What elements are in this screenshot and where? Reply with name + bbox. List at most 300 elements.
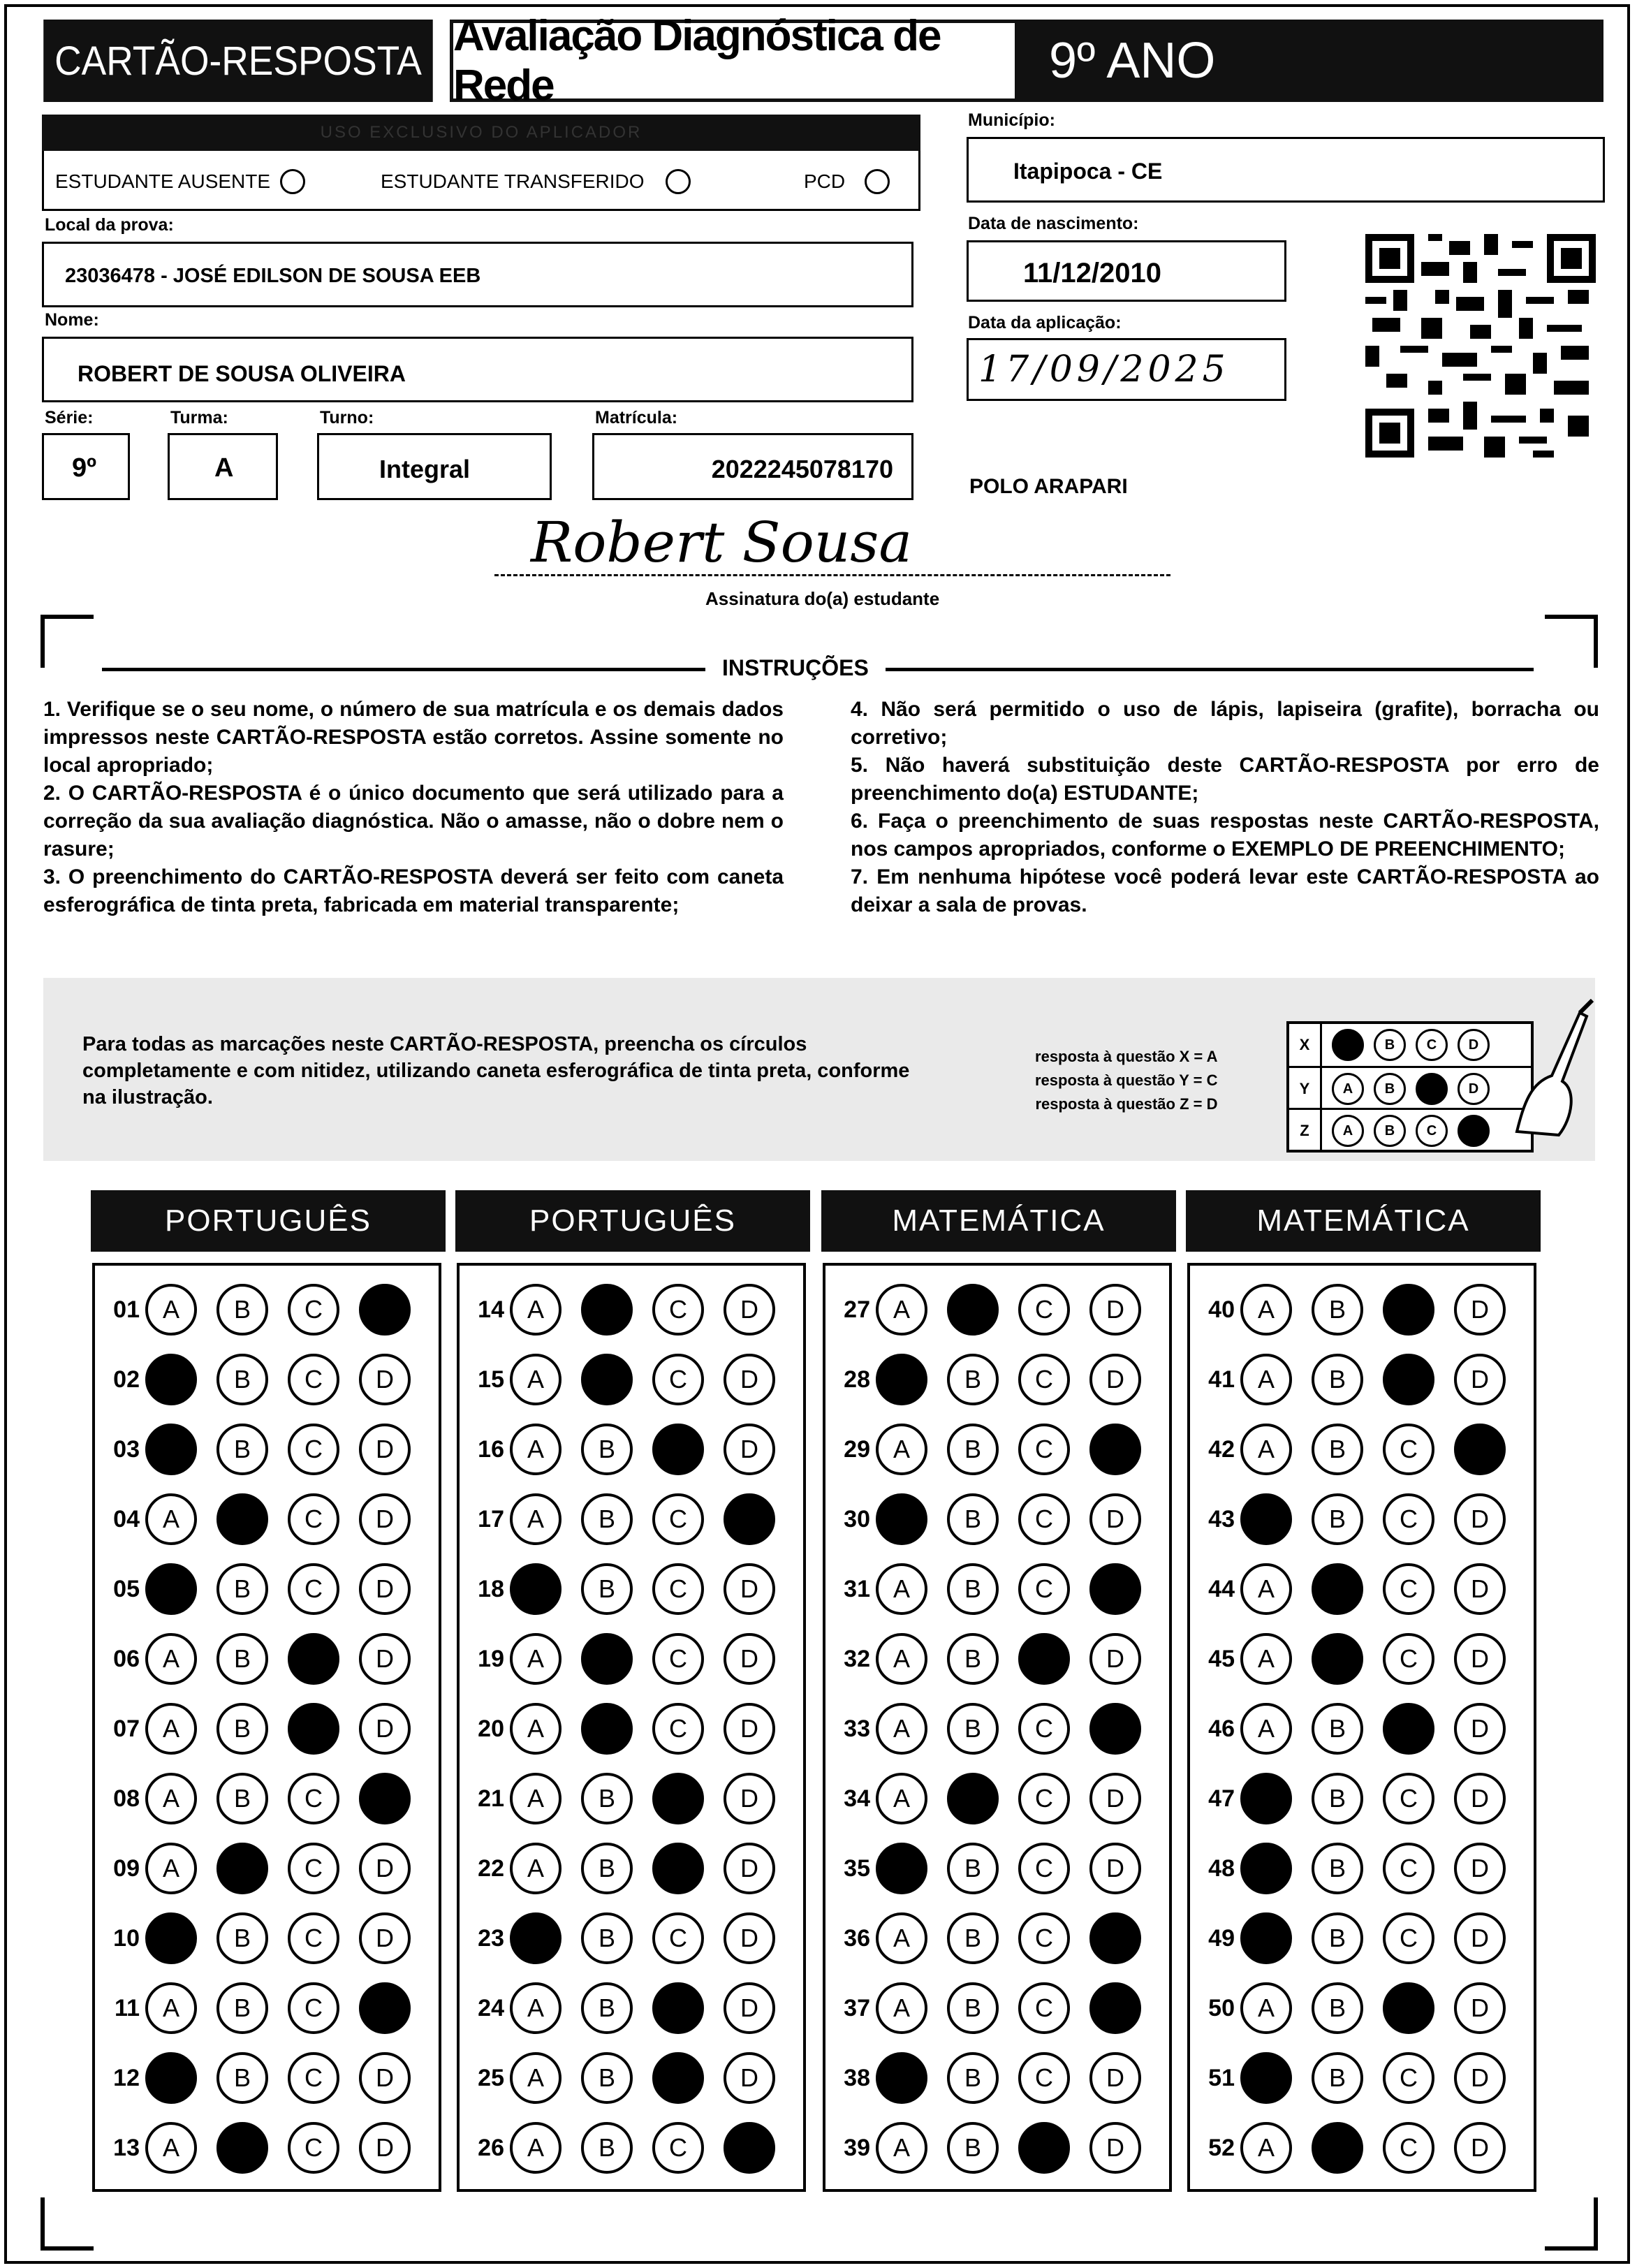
answer-bubble-a[interactable]: A [145,2122,197,2174]
answer-bubble-c[interactable] [1018,2122,1070,2174]
answer-bubble-c[interactable] [652,1424,704,1475]
answer-bubble-c[interactable]: C [288,1354,339,1405]
example-bubble-a: A [1332,1115,1364,1147]
answer-bubble-c[interactable] [288,1703,339,1755]
answer-bubble-a[interactable]: A [1240,1424,1292,1475]
question-number: 03 [113,1435,140,1463]
answer-bubble-d[interactable]: D [724,1354,775,1405]
answer-bubble-c[interactable]: C [1018,1703,1070,1755]
answer-bubble-a[interactable] [510,1912,561,1964]
answer-bubble-b[interactable]: B [1312,1912,1363,1964]
answer-bubble-b[interactable]: B [947,2052,999,2104]
answer-bubble-b[interactable] [216,1493,268,1545]
answer-bubble-c[interactable]: C [652,1493,704,1545]
answer-bubble-b[interactable]: B [581,1773,633,1824]
question-number: 41 [1208,1366,1235,1393]
answer-bubble-a[interactable]: A [876,1633,927,1685]
answer-bubble-d[interactable]: D [724,1912,775,1964]
answer-bubble-d[interactable] [1089,1563,1141,1615]
question-row [1196,1843,1525,1894]
turma-field [168,433,278,500]
answer-bubble-a[interactable]: A [145,1703,197,1755]
answer-bubble-b[interactable]: B [216,1912,268,1964]
answer-bubble-a[interactable]: A [510,1424,561,1475]
answer-bubble-c[interactable]: C [288,1912,339,1964]
answer-bubble-a[interactable] [145,1354,197,1405]
answer-bubble-c[interactable]: C [1018,1284,1070,1336]
answer-bubble-b[interactable]: B [581,2122,633,2174]
answer-bubble-c[interactable]: C [1018,1354,1070,1405]
answer-bubble-a[interactable]: A [510,1354,561,1405]
question-number: 28 [844,1366,870,1393]
answer-bubble-c[interactable]: C [288,1424,339,1475]
nascimento-label: Data de nascimento: [968,214,1139,233]
question-row [831,1284,1161,1336]
aplicacao-value: 17/09/2025 [978,349,1230,390]
answer-bubble-a[interactable]: A [876,1773,927,1824]
answer-bubble-b[interactable]: B [1312,1354,1363,1405]
answer-bubble-d[interactable]: D [1089,1843,1141,1894]
qr-code-icon [1365,234,1596,458]
example-bubble-c: C [1416,1029,1448,1061]
answer-bubble-b[interactable]: B [581,1982,633,2034]
answer-bubble-a[interactable]: A [510,1284,561,1336]
example-bubble-b: B [1374,1029,1406,1061]
status-pcd-radio[interactable] [865,169,890,194]
question-row [101,1633,430,1685]
municipio-label: Município: [968,110,1055,130]
answer-bubble-c[interactable] [1383,1284,1434,1336]
answer-bubble-a[interactable]: A [510,1982,561,2034]
answer-bubble-a[interactable] [145,1424,197,1475]
question-number: 36 [844,1924,870,1952]
answer-bubble-a[interactable]: A [1240,1563,1292,1615]
answer-bubble-a[interactable]: A [145,1633,197,1685]
answer-bubble-d[interactable]: D [1454,1773,1506,1824]
question-row [1196,1354,1525,1405]
answer-bubble-a[interactable] [876,1843,927,1894]
question-number: 33 [844,1715,870,1742]
answer-bubble-b[interactable] [1312,2122,1363,2174]
answer-bubble-c[interactable]: C [1018,1912,1070,1964]
answer-bubble-a[interactable]: A [510,1773,561,1824]
example-row-label: X [1289,1024,1322,1066]
answer-bubble-b[interactable]: B [216,2052,268,2104]
answer-bubble-b[interactable]: B [1312,1284,1363,1336]
signature-label: Assinatura do(a) estudante [705,588,940,609]
answer-bubble-d[interactable] [1089,1424,1141,1475]
answer-bubble-b[interactable] [581,1284,633,1336]
answer-bubble-c[interactable] [1383,1354,1434,1405]
answer-bubble-a[interactable]: A [510,1633,561,1685]
answer-bubble-c[interactable] [1383,1703,1434,1755]
answer-bubble-c[interactable]: C [1383,2122,1434,2174]
answer-bubble-c[interactable]: C [652,1284,704,1336]
answer-bubble-d[interactable] [1089,1703,1141,1755]
answer-bubble-d[interactable]: D [359,1354,411,1405]
local-label: Local da prova: [45,215,174,235]
answer-bubble-b[interactable]: B [216,1982,268,2034]
answer-bubble-b[interactable]: B [581,1563,633,1615]
answer-bubble-a[interactable]: A [1240,1633,1292,1685]
answer-bubble-a[interactable]: A [145,1843,197,1894]
answer-bubble-b[interactable]: B [581,1912,633,1964]
question-row [465,1493,795,1545]
answer-bubble-c[interactable]: C [1018,1773,1070,1824]
answer-bubble-a[interactable] [1240,1843,1292,1894]
corner-marker-top-left [41,615,94,668]
polo-text: POLO ARAPARI [969,475,1128,498]
question-row [101,1773,430,1824]
answer-bubble-a[interactable] [510,1563,561,1615]
answer-bubble-a[interactable] [145,1912,197,1964]
answer-bubble-b[interactable]: B [947,1493,999,1545]
turma-label: Turma: [170,408,228,427]
answer-bubble-c[interactable] [652,1773,704,1824]
answer-bubble-b[interactable] [581,1354,633,1405]
answer-bubble-b[interactable] [947,1284,999,1336]
answer-bubble-d[interactable] [724,2122,775,2174]
municipio-field [967,137,1605,203]
answer-bubble-d[interactable]: D [1089,1354,1141,1405]
aplicacao-field[interactable] [967,338,1286,401]
turno-field [317,433,552,500]
question-row [465,1843,795,1894]
answer-bubble-c[interactable]: C [1383,2052,1434,2104]
answer-bubble-b[interactable]: B [1312,1982,1363,2034]
answer-bubble-a[interactable]: A [145,1284,197,1336]
answer-bubble-c[interactable]: C [652,1703,704,1755]
answer-bubble-b[interactable]: B [216,1773,268,1824]
example-row-z [1289,1108,1531,1152]
question-row [1196,1633,1525,1685]
answer-bubble-a[interactable]: A [510,1703,561,1755]
answer-bubble-b[interactable]: B [1312,2052,1363,2104]
serie-value: 9º [72,453,97,483]
answer-bubble-b[interactable] [947,1773,999,1824]
answer-bubble-a[interactable]: A [145,1493,197,1545]
answer-bubble-d[interactable]: D [359,1912,411,1964]
answer-bubble-a[interactable]: A [876,1912,927,1964]
answer-bubble-b[interactable] [1312,1633,1363,1685]
answer-bubble-a[interactable]: A [876,1982,927,2034]
answer-bubble-d[interactable]: D [1454,1703,1506,1755]
answer-bubble-b[interactable] [581,1703,633,1755]
answer-bubble-d[interactable] [359,1773,411,1824]
answer-bubble-c[interactable]: C [288,1773,339,1824]
question-row [831,1633,1161,1685]
answer-bubble-d[interactable] [359,1982,411,2034]
instructions-title: INSTRUÇÕES [705,655,886,681]
answer-bubble-a[interactable]: A [876,1424,927,1475]
answer-bubble-d[interactable]: D [1089,1284,1141,1336]
answer-bubble-d[interactable]: D [1454,1982,1506,2034]
answer-bubble-c[interactable]: C [1018,1563,1070,1615]
answer-bubble-d[interactable]: D [1454,1912,1506,1964]
question-number: 26 [478,2134,504,2161]
answer-bubble-b[interactable]: B [581,1843,633,1894]
question-row [101,1563,430,1615]
answer-bubble-b[interactable] [1312,1563,1363,1615]
signature-handwriting: Robert Sousa [531,510,913,575]
answer-bubble-b[interactable]: B [581,2052,633,2104]
answer-bubble-c[interactable]: C [1383,1563,1434,1615]
question-number: 47 [1208,1785,1235,1812]
answer-bubble-c[interactable]: C [652,1354,704,1405]
answer-bubble-d[interactable]: D [1454,1563,1506,1615]
question-row [465,1773,795,1824]
question-number: 17 [478,1505,504,1532]
nome-label: Nome: [45,310,99,330]
answer-bubble-d[interactable] [724,1493,775,1545]
question-row [1196,1982,1525,2034]
answer-bubble-b[interactable]: B [947,1843,999,1894]
answer-bubble-b[interactable]: B [947,1982,999,2034]
answer-bubble-d[interactable]: D [724,1633,775,1685]
answer-bubble-c[interactable]: C [288,2122,339,2174]
answer-bubble-c[interactable]: C [1018,2052,1070,2104]
answer-bubble-d[interactable]: D [724,1843,775,1894]
example-bubble-d: D [1458,1029,1490,1061]
answer-bubble-d[interactable]: D [1454,1633,1506,1685]
answer-bubble-a[interactable] [145,2052,197,2104]
question-number: 08 [113,1785,140,1812]
example-bubble-a: A [1332,1073,1364,1105]
answer-bubble-b[interactable] [216,2122,268,2174]
answer-bubble-d[interactable]: D [1089,1773,1141,1824]
answer-bubble-d[interactable]: D [1089,2122,1141,2174]
answer-bubble-b[interactable]: B [947,1912,999,1964]
answer-bubble-c[interactable]: C [1383,1912,1434,1964]
subject-header: MATEMÁTICA [821,1190,1176,1252]
signature-line [494,574,1170,576]
answer-bubble-a[interactable]: A [1240,1982,1292,2034]
answer-bubble-c[interactable] [652,1843,704,1894]
answer-bubble-c[interactable] [1383,1982,1434,2034]
answer-bubble-b[interactable]: B [947,1633,999,1685]
question-number: 34 [844,1785,870,1812]
question-row [1196,1493,1525,1545]
answer-bubble-d[interactable]: D [1454,1843,1506,1894]
answer-bubble-d[interactable]: D [359,1703,411,1755]
answer-bubble-a[interactable]: A [1240,1354,1292,1405]
status-absent-radio[interactable] [280,169,305,194]
answer-bubble-d[interactable]: D [359,1493,411,1545]
answer-bubble-a[interactable] [1240,2052,1292,2104]
answer-bubble-d[interactable]: D [1454,2052,1506,2104]
answer-bubble-b[interactable]: B [947,2122,999,2174]
question-row [831,1424,1161,1475]
answer-bubble-c[interactable]: C [652,1633,704,1685]
answer-bubble-c[interactable]: C [1383,1843,1434,1894]
status-transferred-radio[interactable] [666,169,691,194]
answer-bubble-c[interactable]: C [288,1563,339,1615]
answer-bubble-c[interactable]: C [288,1284,339,1336]
answer-bubble-a[interactable]: A [876,1703,927,1755]
question-number: 02 [113,1366,140,1393]
answer-bubble-d[interactable]: D [359,1424,411,1475]
answer-bubble-c[interactable]: C [1383,1773,1434,1824]
answer-bubble-b[interactable]: B [1312,1703,1363,1755]
answer-bubble-c[interactable]: C [1018,1843,1070,1894]
answer-bubble-a[interactable]: A [510,1843,561,1894]
answer-bubble-a[interactable]: A [1240,1284,1292,1336]
answer-bubble-b[interactable] [581,1633,633,1685]
answer-bubble-b[interactable]: B [216,1284,268,1336]
answer-bubble-d[interactable]: D [1454,1354,1506,1405]
example-legend [1035,1045,1217,1116]
question-number: 52 [1208,2134,1235,2161]
answer-bubble-d[interactable]: D [1454,1493,1506,1545]
question-number: 14 [478,1296,504,1323]
answer-bubble-c[interactable]: C [1383,1424,1434,1475]
answer-bubble-b[interactable]: B [581,1493,633,1545]
question-number: 29 [844,1435,870,1463]
answer-bubble-c[interactable]: C [652,1563,704,1615]
answer-bubble-b[interactable]: B [1312,1424,1363,1475]
answer-bubble-d[interactable]: D [724,1284,775,1336]
answer-bubble-d[interactable]: D [1089,1633,1141,1685]
answer-bubble-b[interactable]: B [216,1424,268,1475]
nome-value: ROBERT DE SOUSA OLIVEIRA [78,361,406,386]
question-number: 38 [844,2064,870,2091]
answer-bubble-b[interactable] [216,1843,268,1894]
answer-bubble-a[interactable]: A [145,1773,197,1824]
answer-bubble-c[interactable]: C [652,2122,704,2174]
answer-bubble-d[interactable]: D [359,1563,411,1615]
answer-bubble-d[interactable]: D [1089,2052,1141,2104]
answer-bubble-a[interactable]: A [145,1982,197,2034]
answer-bubble-a[interactable] [1240,1912,1292,1964]
answer-bubble-a[interactable]: A [1240,2122,1292,2174]
question-number: 37 [844,1994,870,2021]
status-absent-label: ESTUDANTE AUSENTE [55,170,271,192]
answer-bubble-c[interactable]: C [652,1912,704,1964]
example-legend-y: resposta à questão Y = C [1035,1071,1218,1089]
answer-bubble-d[interactable] [1089,1982,1141,2034]
question-number: 30 [844,1505,870,1532]
question-row [831,1843,1161,1894]
answer-bubble-d[interactable]: D [359,2052,411,2104]
subject-header: PORTUGUÊS [455,1190,810,1252]
question-row [831,1354,1161,1405]
answer-bubble-c[interactable] [652,1982,704,2034]
answer-bubble-d[interactable]: D [724,1424,775,1475]
answer-bubble-a[interactable] [1240,1773,1292,1824]
answer-bubble-b[interactable]: B [947,1563,999,1615]
answer-bubble-a[interactable]: A [510,1493,561,1545]
answer-bubble-a[interactable] [876,2052,927,2104]
answer-bubble-c[interactable]: C [288,1982,339,2034]
answer-bubble-c[interactable]: C [288,1493,339,1545]
grade-title: 9º ANO [1018,20,1603,102]
local-field [42,242,913,307]
answer-bubble-d[interactable]: D [1454,2122,1506,2174]
question-number: 44 [1208,1575,1235,1602]
answer-bubble-a[interactable] [145,1563,197,1615]
answer-bubble-b[interactable]: B [216,1703,268,1755]
answer-bubble-b[interactable]: B [216,1354,268,1405]
answer-bubble-a[interactable] [876,1354,927,1405]
answer-bubble-a[interactable]: A [510,2122,561,2174]
question-row [465,1982,795,2034]
answer-bubble-c[interactable] [652,2052,704,2104]
answer-bubble-d[interactable]: D [359,2122,411,2174]
answer-bubble-b[interactable]: B [1312,1493,1363,1545]
answer-bubble-d[interactable]: D [1089,1493,1141,1545]
answer-bubble-d[interactable] [359,1284,411,1336]
answer-bubble-d[interactable]: D [724,2052,775,2104]
answer-bubble-b[interactable]: B [581,1424,633,1475]
question-number: 05 [113,1575,140,1602]
question-row [831,1563,1161,1615]
answer-bubble-a[interactable]: A [876,1284,927,1336]
answer-bubble-b[interactable]: B [1312,1843,1363,1894]
example-bubble-c [1416,1073,1448,1105]
municipio-value: Itapipoca - CE [1013,159,1163,184]
answer-bubble-d[interactable]: D [724,1982,775,2034]
answer-bubble-b[interactable]: B [216,1563,268,1615]
answer-bubble-b[interactable]: B [947,1354,999,1405]
question-row [101,1843,430,1894]
answer-bubble-b[interactable]: B [216,1633,268,1685]
answer-bubble-a[interactable]: A [876,2122,927,2174]
answer-bubble-c[interactable]: C [1018,1493,1070,1545]
question-row [831,1703,1161,1755]
question-number: 39 [844,2134,870,2161]
answer-bubble-d[interactable]: D [724,1773,775,1824]
instructions-right: 4. Não será permitido o uso de lápis, lapiseira (grafite), borracha ou corretivo; 5. Não haverá substituição deste CARTÃO-RESPOSTA por erro de preenchimento do(a) ESTUDANTE; 6. Faça o preenchimento de suas respostas neste CARTÃO-RESPOSTA, nos campos apropriados, conforme o EXEMPLO DE PREENCHIMENTO; 7. Em nenhuma hipótese você poderá levar este CARTÃO-RESPOSTA ao deixar a sala de provas. [851,698,1599,916]
question-row [831,2122,1161,2174]
answer-bubble-d[interactable] [1454,1424,1506,1475]
status-pcd-label: PCD [804,170,846,192]
answer-bubble-d[interactable]: D [1454,1284,1506,1336]
answer-bubble-d[interactable]: D [724,1703,775,1755]
answer-bubble-d[interactable]: D [359,1633,411,1685]
answer-bubble-a[interactable] [1240,1493,1292,1545]
example-text: Para todas as marcações neste CARTÃO-RESPOSTA, preencha os círculos completamente e com nitidez, utilizando caneta esferográfica de tinta preta, conforme na ilustração. [82,1033,910,1109]
answer-bubble-c[interactable]: C [1018,1424,1070,1475]
answer-bubble-c[interactable] [288,1633,339,1685]
example-row-label: Y [1289,1068,1322,1110]
answer-bubble-d[interactable]: D [724,1563,775,1615]
answer-bubble-c[interactable]: C [288,2052,339,2104]
answer-bubble-b[interactable]: B [1312,1773,1363,1824]
question-number: 31 [844,1575,870,1602]
answer-bubble-c[interactable]: C [1383,1493,1434,1545]
question-row [465,1424,795,1475]
answer-bubble-a[interactable]: A [510,2052,561,2104]
answer-bubble-a[interactable]: A [1240,1703,1292,1755]
answer-bubble-a[interactable] [876,1493,927,1545]
answer-bubble-c[interactable] [1018,1633,1070,1685]
question-number: 10 [113,1924,140,1952]
question-number: 50 [1208,1994,1235,2021]
question-row [1196,1773,1525,1824]
question-number: 20 [478,1715,504,1742]
answer-bubble-d[interactable] [1089,1912,1141,1964]
answer-bubble-a[interactable]: A [876,1563,927,1615]
answer-bubble-c[interactable]: C [288,1843,339,1894]
answer-bubble-c[interactable]: C [1018,1982,1070,2034]
answer-bubble-b[interactable]: B [947,1424,999,1475]
answer-bubble-d[interactable]: D [359,1843,411,1894]
answer-bubble-c[interactable]: C [1383,1633,1434,1685]
question-row [101,1493,430,1545]
answer-bubble-b[interactable]: B [947,1703,999,1755]
question-row [101,1912,430,1964]
question-number: 09 [113,1854,140,1882]
